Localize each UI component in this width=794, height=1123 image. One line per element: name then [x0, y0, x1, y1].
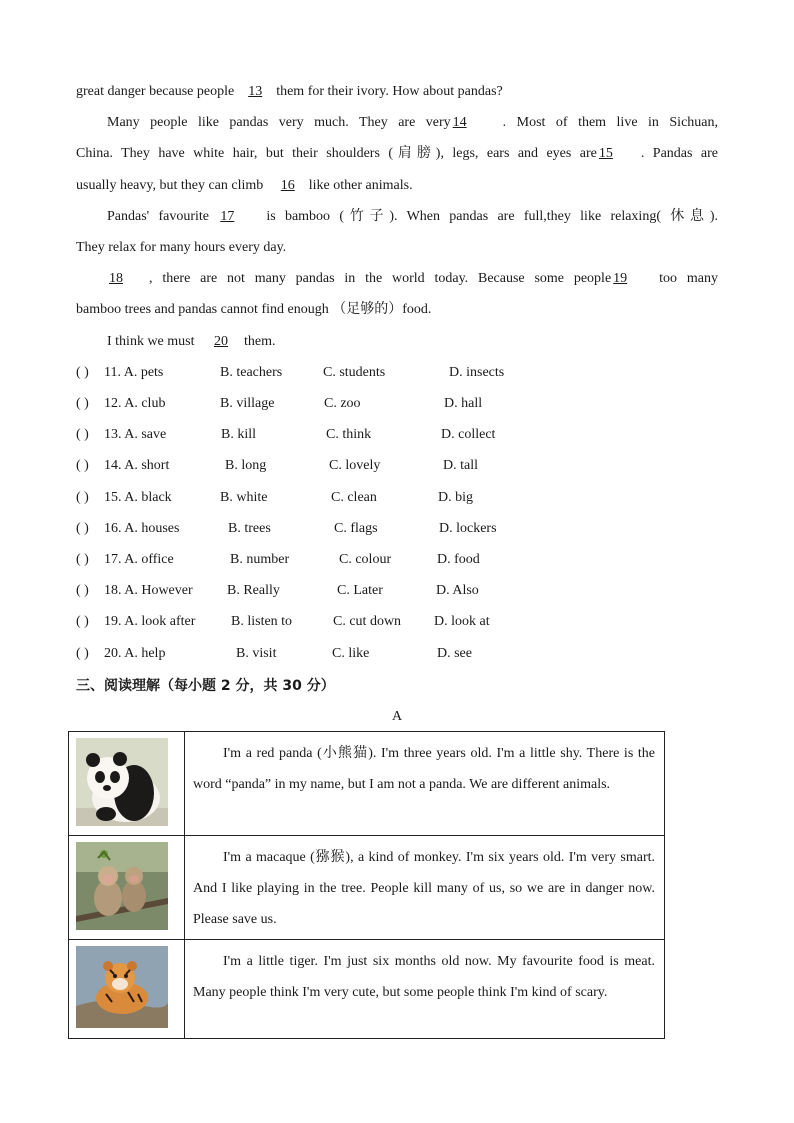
question-16 — [76, 519, 636, 539]
passage-text: is bamboo (竹子). When pandas are full,they like relaxing( 休息). — [266, 209, 719, 224]
passage-line-8: bamboo trees and pandas cannot find enough （足够的）food. — [76, 302, 432, 317]
picture-cell — [69, 940, 185, 1039]
passage-line-5 — [107, 207, 718, 227]
answer-paren[interactable]: ( ) — [76, 427, 89, 442]
option-c: C. think — [326, 427, 372, 442]
animal-table — [68, 731, 665, 1039]
blank-13: 13 — [248, 84, 263, 99]
animal-text-cell — [185, 836, 665, 940]
option-d: D. collect — [441, 427, 496, 442]
blank-18: 18 — [109, 271, 123, 286]
passage-text: too many — [659, 271, 718, 286]
option-a: 20. A. help — [104, 646, 166, 661]
question-12 — [76, 394, 636, 414]
answer-paren[interactable]: ( ) — [76, 583, 89, 598]
option-c: C. clean — [331, 490, 377, 505]
passage-line-3 — [76, 144, 718, 164]
answer-paren[interactable]: ( ) — [76, 365, 89, 380]
picture-cell — [69, 732, 185, 836]
question-18 — [76, 581, 636, 601]
option-d: D. food — [437, 552, 480, 567]
passage-text: Many people like pandas very much. They are very — [107, 115, 451, 130]
option-a: 18. A. However — [104, 583, 193, 598]
option-d: D. lockers — [439, 521, 497, 536]
option-d: D. tall — [443, 458, 478, 473]
question-11 — [76, 363, 636, 383]
passage-line-1 — [76, 82, 563, 102]
passage-line-6: They relax for many hours every day. — [76, 240, 287, 255]
red-panda-photo — [76, 738, 168, 826]
option-b: B. kill — [221, 427, 257, 442]
table-row — [69, 836, 665, 940]
option-b: B. visit — [236, 646, 277, 661]
option-c: C. Later — [337, 583, 383, 598]
blank-20: 20 — [214, 334, 228, 349]
answer-paren[interactable]: ( ) — [76, 552, 89, 567]
option-b: B. teachers — [220, 365, 283, 380]
option-c: C. zoo — [324, 396, 361, 411]
option-a: 14. A. short — [104, 458, 170, 473]
answer-paren[interactable]: ( ) — [76, 521, 89, 536]
option-d: D. Also — [436, 583, 479, 598]
passage-line-4 — [76, 176, 718, 196]
answer-paren[interactable]: ( ) — [76, 490, 89, 505]
passage-text: I think we must — [107, 334, 195, 349]
option-c: C. students — [323, 365, 386, 380]
question-15 — [76, 488, 636, 508]
option-a: 11. A. pets — [104, 365, 164, 380]
animal-text-cell — [185, 940, 665, 1039]
answer-paren[interactable]: ( ) — [76, 646, 89, 661]
question-14 — [76, 456, 636, 476]
passage-text: . Pandas are — [640, 146, 718, 161]
macaque-text: I'm a macaque (猕猴), a kind of monkey. I'm six years old. I'm very smart. And I like playing in the tree. People kill many of us, so we are in danger now. Please save us. — [193, 850, 655, 927]
question-17 — [76, 550, 636, 570]
option-a: 17. A. office — [104, 552, 174, 567]
passage-line-7 — [107, 269, 718, 289]
option-b: B. long — [225, 458, 267, 473]
table-row — [69, 940, 665, 1039]
passage-text: Pandas' favourite — [107, 209, 210, 224]
option-c: C. like — [332, 646, 370, 661]
question-13 — [76, 425, 636, 445]
option-a: 13. A. save — [104, 427, 167, 442]
option-b: B. number — [230, 552, 290, 567]
option-c: C. flags — [334, 521, 378, 536]
blank-14: 14 — [452, 115, 467, 130]
blank-15: 15 — [598, 146, 613, 161]
option-d: D. see — [437, 646, 472, 661]
answer-paren[interactable]: ( ) — [76, 396, 89, 411]
passage-text: usually heavy, but they can climb — [76, 178, 264, 193]
option-c: C. lovely — [329, 458, 381, 473]
option-d: D. look at — [434, 614, 490, 629]
tiger-cub-photo — [76, 946, 168, 1028]
option-c: C. colour — [339, 552, 392, 567]
blank-19: 19 — [613, 271, 628, 286]
answer-paren[interactable]: ( ) — [76, 458, 89, 473]
passage-text: them for their ivory. How about pandas? — [276, 84, 503, 99]
tiger-cub-text: I'm a little tiger. I'm just six months old now. My favourite food is meat. Many people think I'm very cute, but some people think I'm kind of scary. — [193, 954, 655, 1000]
passage-text: like other animals. — [308, 178, 413, 193]
option-a: 19. A. look after — [104, 614, 196, 629]
option-d: D. insects — [449, 365, 505, 380]
answer-paren[interactable]: ( ) — [76, 614, 89, 629]
question-19 — [76, 612, 636, 632]
option-b: B. trees — [228, 521, 271, 536]
passage-text: great danger because people — [76, 84, 235, 99]
option-a: 12. A. club — [104, 396, 166, 411]
option-b: B. Really — [227, 583, 280, 598]
table-row — [69, 732, 665, 836]
option-b: B. village — [220, 396, 275, 411]
section-title: 三、阅读理解（每小题 2 分，共 30 分） — [76, 678, 335, 694]
passage-line-2 — [107, 113, 718, 133]
option-d: D. big — [438, 490, 473, 505]
passage-text: China. They have white hair, but their shoulders (肩膀), legs, ears and eyes are — [76, 146, 597, 161]
option-a: 16. A. houses — [104, 521, 180, 536]
option-b: B. white — [220, 490, 268, 505]
option-d: D. hall — [444, 396, 483, 411]
red-panda-text: I'm a red panda (小熊猫). I'm three years old. I'm a little shy. There is the word “panda” in my name, but I am not a panda. We are different animals. — [193, 746, 655, 792]
option-a: 15. A. black — [104, 490, 172, 505]
passage-text: them. — [244, 334, 276, 349]
passage-line-9 — [107, 332, 718, 352]
passage-letter: A — [391, 709, 403, 724]
passage-text: , there are not many pandas in the world today. Because some people — [149, 271, 612, 286]
option-b: B. listen to — [231, 614, 293, 629]
passage-text: . Most of them live in Sichuan, — [502, 115, 718, 130]
option-c: C. cut down — [333, 614, 402, 629]
question-20 — [76, 644, 636, 664]
blank-17: 17 — [220, 209, 235, 224]
picture-cell — [69, 836, 185, 940]
animal-text-cell — [185, 732, 665, 836]
blank-16: 16 — [280, 178, 295, 193]
macaque-photo — [76, 842, 168, 930]
